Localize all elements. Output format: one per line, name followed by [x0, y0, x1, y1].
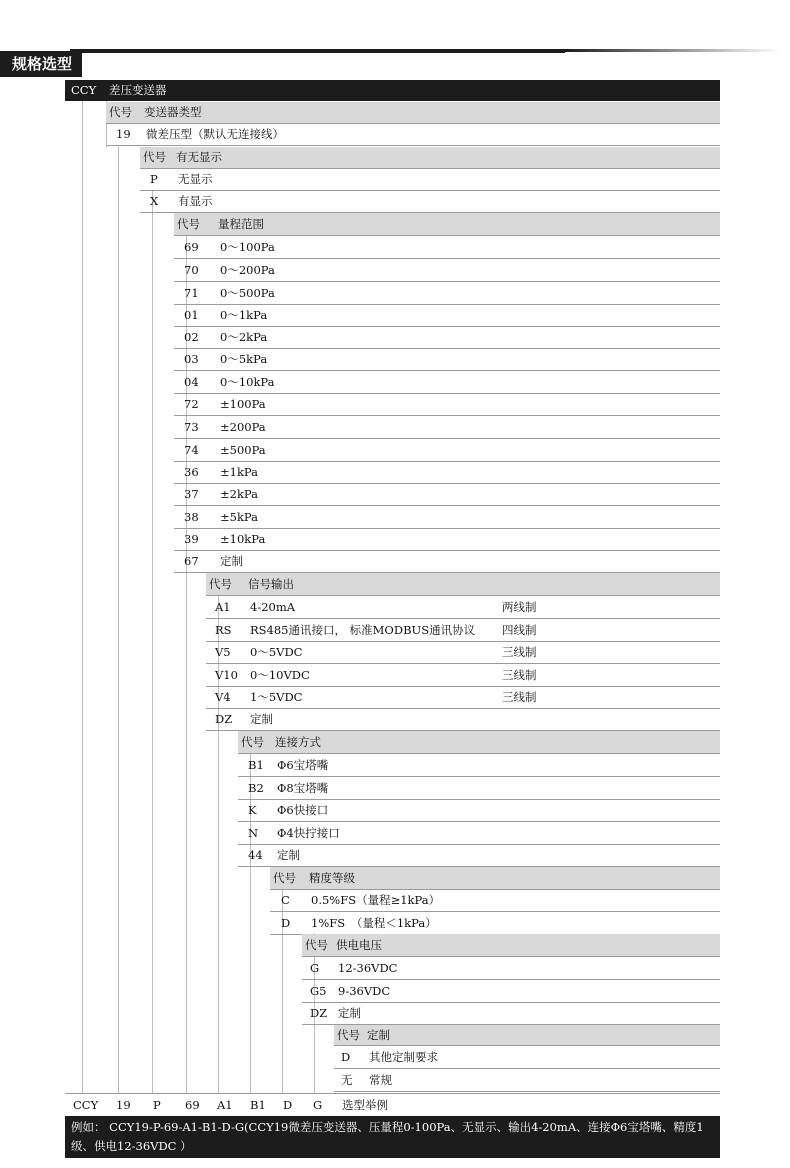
row-range-36 — [174, 462, 720, 484]
head-code-label: 代号 — [305, 938, 328, 952]
row-code: D — [281, 916, 291, 930]
row-output-DZ — [206, 709, 720, 731]
row-description: 0～10kPa — [220, 375, 275, 389]
row-description: 其他定制要求 — [369, 1050, 438, 1064]
section-head-accuracy — [270, 867, 720, 890]
row-description: ±10kPa — [220, 532, 266, 546]
example-code-power: G — [313, 1098, 323, 1112]
row-description: ±2kPa — [220, 487, 258, 501]
row-description: 无显示 — [178, 172, 213, 186]
row-power-G5 — [302, 980, 720, 1003]
row-code: 72 — [184, 397, 199, 411]
head-code-label: 代号 — [109, 105, 132, 119]
row-description: 定制 — [277, 848, 300, 862]
row-range-37 — [174, 484, 720, 506]
row-code: G5 — [310, 984, 327, 998]
row-range-38 — [174, 506, 720, 529]
row-description: 0～100Pa — [220, 240, 275, 254]
row-description: 有显示 — [178, 194, 213, 208]
row-code: 02 — [184, 330, 199, 344]
connector-line — [118, 146, 119, 1093]
row-code: 03 — [184, 352, 199, 366]
row-code: B2 — [248, 781, 264, 795]
section-head-display — [140, 147, 720, 169]
row-range-01 — [174, 305, 720, 327]
row-description: 0～2kPa — [220, 330, 268, 344]
row-connection-K — [238, 800, 720, 822]
row-output-A1 — [206, 596, 720, 619]
head-code-label: 代号 — [241, 735, 264, 749]
example-code-row — [65, 1093, 720, 1117]
head-title: 定制 — [367, 1028, 390, 1042]
head-title: 供电电压 — [336, 938, 382, 952]
row-code: D — [341, 1050, 351, 1064]
row-range-67 — [174, 551, 720, 573]
section-head-custom — [334, 1025, 720, 1046]
head-title: 有无显示 — [176, 150, 222, 164]
row-code: 70 — [184, 263, 199, 277]
row-code: 73 — [184, 420, 199, 434]
row-code: 67 — [184, 554, 199, 568]
row-wiring: 四线制 — [502, 623, 537, 637]
example-code-type: 19 — [116, 1098, 131, 1112]
row-range-39 — [174, 529, 720, 551]
row-range-71 — [174, 282, 720, 305]
row-connection-B1 — [238, 754, 720, 777]
row-description: ±1kPa — [220, 465, 258, 479]
section-head-type — [106, 102, 720, 124]
example-code-range: 69 — [185, 1098, 200, 1112]
section-head-range — [174, 213, 720, 236]
row-code: 36 — [184, 465, 199, 479]
section-head-output — [206, 573, 720, 596]
row-output-V4 — [206, 687, 720, 709]
head-code-label: 代号 — [209, 577, 232, 591]
row-code: N — [248, 826, 259, 840]
row-description: 12-36VDC — [338, 961, 398, 975]
head-title: 精度等级 — [309, 871, 355, 885]
row-code: B1 — [248, 758, 264, 772]
row-display-X — [140, 191, 720, 213]
example-code-accuracy: D — [283, 1098, 293, 1112]
row-description: ±200Pa — [220, 420, 266, 434]
row-output-RS — [206, 619, 720, 642]
example-text: 例如： CCY19-P-69-A1-B1-D-G(CCY19微差压变送器、压量程0-100Pa、无显示、输出4-20mA、连接Φ6宝塔嘴、精度1级、供电12-36VDC ） — [65, 1116, 720, 1158]
top-code: CCY — [71, 83, 97, 97]
row-code: V4 — [215, 690, 231, 704]
row-range-02 — [174, 327, 720, 349]
row-connection-N — [238, 822, 720, 845]
row-code: G — [310, 961, 320, 975]
row-code: 39 — [184, 532, 199, 546]
row-description: 0～200Pa — [220, 263, 275, 277]
top-bar — [65, 80, 720, 101]
head-code-label: 代号 — [177, 217, 200, 231]
row-code: RS — [215, 623, 232, 637]
row-output-V5 — [206, 642, 720, 664]
row-description: 定制 — [250, 712, 273, 726]
connector-line — [82, 101, 83, 1093]
row-code: X — [150, 194, 159, 208]
top-label: 差压变送器 — [109, 83, 167, 97]
row-code: 37 — [184, 487, 199, 501]
row-code: P — [150, 172, 158, 186]
row-code: 69 — [184, 240, 199, 254]
row-description: Φ8宝塔嘴 — [277, 781, 329, 795]
row-code: DZ — [215, 712, 233, 726]
row-description: 1%FS （量程＜1kPa） — [311, 916, 437, 930]
row-power-G — [302, 957, 720, 980]
row-wiring: 三线制 — [502, 690, 537, 704]
head-title: 连接方式 — [275, 735, 321, 749]
row-wiring: 三线制 — [502, 645, 537, 659]
head-code-label: 代号 — [143, 150, 166, 164]
row-wiring: 两线制 — [502, 600, 537, 614]
example-code-ccy: CCY — [73, 1098, 99, 1112]
row-power-DZ — [302, 1003, 720, 1025]
row-description: 9-36VDC — [338, 984, 391, 998]
head-code-label: 代号 — [273, 871, 296, 885]
row-range-70 — [174, 259, 720, 282]
row-description: 0～1kPa — [220, 308, 268, 322]
head-title: 量程范围 — [218, 217, 264, 231]
example-code-display: P — [153, 1098, 161, 1112]
row-range-74 — [174, 439, 720, 462]
row-description: Φ4快拧接口 — [277, 826, 340, 840]
row-description: 0～5VDC — [250, 645, 303, 659]
row-wiring: 三线制 — [502, 668, 537, 682]
row-range-69 — [174, 236, 720, 259]
section-head-power — [302, 934, 720, 957]
row-code: K — [248, 803, 257, 817]
row-description: ±100Pa — [220, 397, 266, 411]
row-description: RS485通讯接口， 标准MODBUS通讯协议 — [250, 623, 476, 637]
row-description: 定制 — [338, 1006, 361, 1020]
row-code: 19 — [116, 127, 131, 141]
row-description: 微差压型（默认无连接线） — [146, 127, 284, 141]
row-custom-D — [334, 1046, 720, 1069]
row-type-19 — [106, 124, 720, 146]
row-description: 0～5kPa — [220, 352, 268, 366]
row-description: Φ6宝塔嘴 — [277, 758, 329, 772]
row-output-V10 — [206, 664, 720, 687]
row-display-P — [140, 169, 720, 191]
row-range-73 — [174, 416, 720, 439]
row-connection-B2 — [238, 777, 720, 800]
row-description: 0～10VDC — [250, 668, 310, 682]
row-code: A1 — [215, 600, 231, 614]
header-rule — [70, 49, 565, 53]
row-code: DZ — [310, 1006, 328, 1020]
head-code-label: 代号 — [337, 1028, 360, 1042]
row-code: 71 — [184, 286, 199, 300]
row-description: 定制 — [220, 554, 243, 568]
row-description: ±500Pa — [220, 443, 266, 457]
row-range-03 — [174, 349, 720, 371]
row-description: 0～500Pa — [220, 286, 275, 300]
row-description: 常规 — [369, 1073, 392, 1087]
example-code-connection: B1 — [250, 1098, 266, 1112]
row-code: 38 — [184, 510, 199, 524]
header-rule-fade — [565, 49, 780, 52]
row-code: V10 — [215, 668, 238, 682]
head-title: 变送器类型 — [144, 105, 202, 119]
row-code: 01 — [184, 308, 199, 322]
row-code: 44 — [248, 848, 263, 862]
row-description: ±5kPa — [220, 510, 258, 524]
row-range-04 — [174, 371, 720, 394]
row-range-72 — [174, 394, 720, 416]
row-accuracy-C — [270, 890, 720, 912]
row-description: 1～5VDC — [250, 690, 303, 704]
row-code: 74 — [184, 443, 199, 457]
row-code: C — [281, 893, 290, 907]
example-label: 选型举例 — [342, 1098, 388, 1112]
row-accuracy-D — [270, 912, 720, 935]
head-title: 信号输出 — [248, 577, 294, 591]
section-head-connection — [238, 731, 720, 754]
row-description: 4-20mA — [250, 600, 296, 614]
row-code: 04 — [184, 375, 199, 389]
row-code: V5 — [215, 645, 231, 659]
example-code-output: A1 — [217, 1098, 233, 1112]
row-custom-无 — [334, 1069, 720, 1092]
row-connection-44 — [238, 845, 720, 867]
connector-line — [152, 190, 153, 1093]
row-code: 无 — [341, 1073, 353, 1087]
row-description: 0.5%FS（量程≥1kPa） — [311, 893, 441, 907]
section-title: 规格选型 — [0, 51, 82, 77]
row-description: Φ6快接口 — [277, 803, 329, 817]
